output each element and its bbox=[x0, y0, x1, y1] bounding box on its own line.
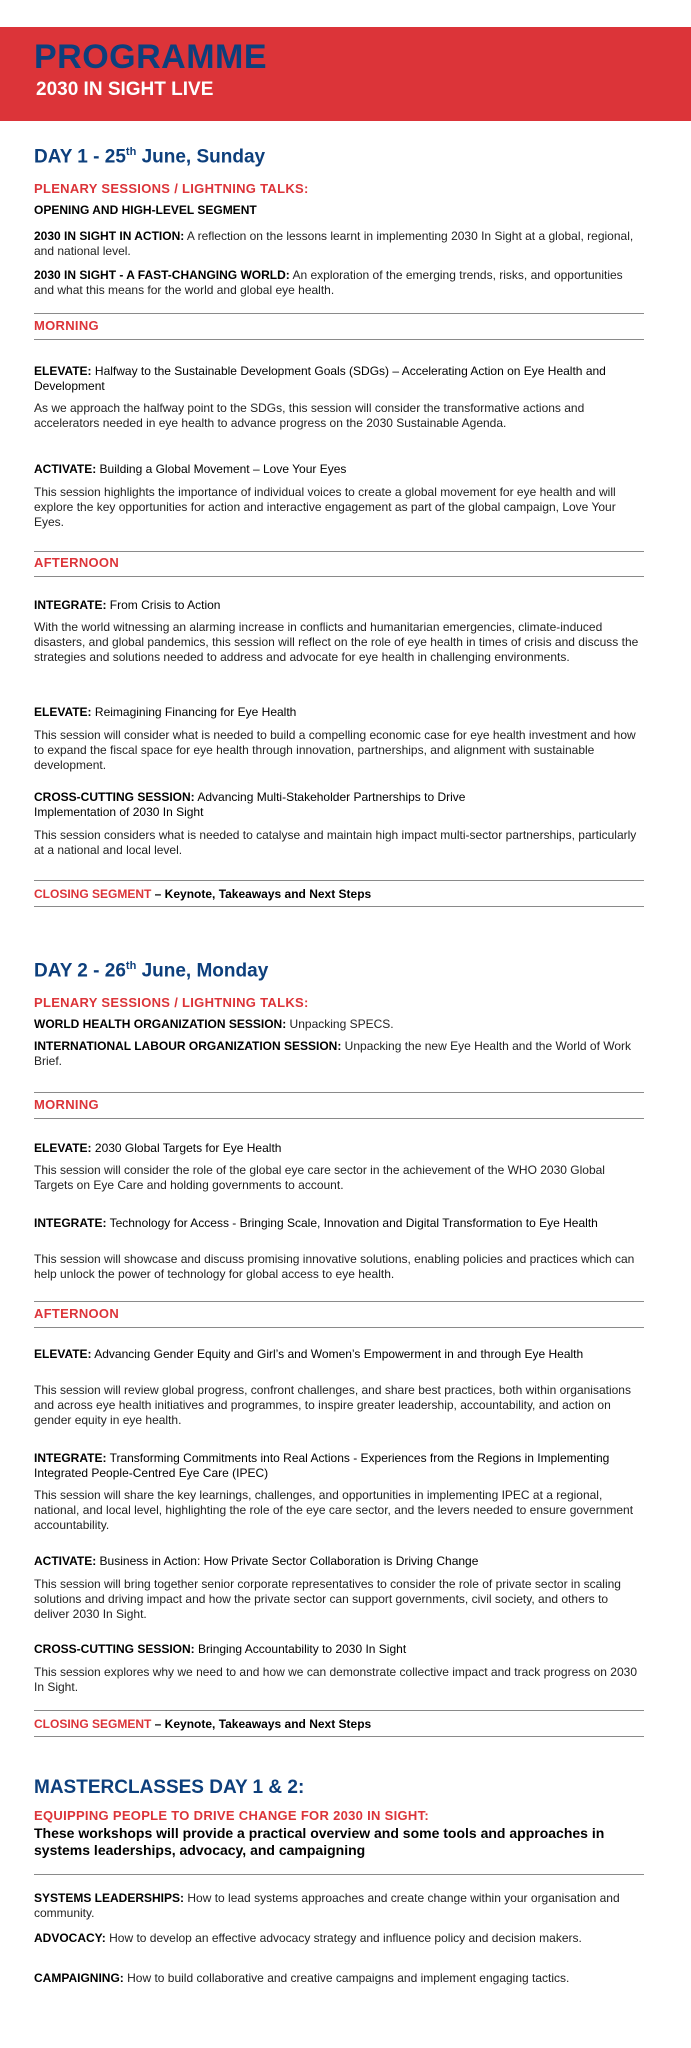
day2-session-desc: This session will bring together senior corporate representatives to consider the role of private sector in scaling solutions and driving impact and how the private sector can support governments, civil society, and others to deliver 2030 In Sight. bbox=[34, 1577, 621, 1621]
masterclass-item: CAMPAIGNING: How to build collaborative and creative campaigns and implement engaging tactics. bbox=[34, 1971, 570, 1985]
day1-session-desc: With the world witnessing an alarming increase in conflicts and humanitarian emergencies, climate-induced disasters, and global pandemics, this session will reflect on the role of eye health in times of crisis and discuss the strategies and solutions needed to address and advocate for eye health in challenging environments. bbox=[34, 620, 639, 664]
day1-session-title: CROSS-CUTTING SESSION: Advancing Multi-Stakeholder Partnerships to Drive Implementation of 2030 In Sight bbox=[34, 790, 466, 819]
day1-session-desc: This session considers what is needed to catalyse and maintain high impact multi-sector partnerships, particularly at a national and local level. bbox=[34, 828, 637, 857]
masterclasses-heading: MASTERCLASSES DAY 1 & 2: bbox=[34, 1777, 305, 1798]
divider bbox=[34, 1118, 644, 1119]
divider bbox=[34, 576, 644, 577]
divider bbox=[34, 1327, 644, 1328]
day1-morning-heading: MORNING bbox=[34, 318, 99, 333]
divider bbox=[34, 551, 644, 552]
day2-plenary-item: INTERNATIONAL LABOUR ORGANIZATION SESSION: Unpacking the new Eye Health and the World of Work Brief. bbox=[34, 1039, 632, 1068]
day1-opening-segment: OPENING AND HIGH-LEVEL SEGMENT bbox=[34, 203, 257, 217]
day1-session-title: ELEVATE: Halfway to the Sustainable Development Goals (SDGs) – Accelerating Action on Eye Health and Development bbox=[34, 364, 606, 393]
day1-plenary-heading: PLENARY SESSIONS / LIGHTNING TALKS: bbox=[34, 181, 309, 196]
day1-heading: DAY 1 - 25th June, Sunday bbox=[34, 146, 266, 168]
day2-afternoon-heading: AFTERNOON bbox=[34, 1306, 120, 1321]
divider bbox=[34, 880, 644, 881]
masterclass-item: SYSTEMS LEADERSHIPS: How to lead systems approaches and create change within your organisation and community. bbox=[34, 1891, 620, 1920]
day2-session-desc: This session will consider the role of the global eye care sector in the achievement of the WHO 2030 Global Targets on Eye Care and holding governments to account. bbox=[34, 1163, 605, 1192]
day2-session-title: INTEGRATE: Transforming Commitments into Real Actions - Experiences from the Regions in Implementing Integrated People-Centred Eye Care (IPEC) bbox=[34, 1451, 610, 1480]
page-title: PROGRAMME bbox=[34, 38, 268, 76]
day2-session-title: CROSS-CUTTING SESSION: Bringing Accountability to 2030 In Sight bbox=[34, 1642, 407, 1656]
divider bbox=[34, 313, 644, 314]
day1-session-desc: This session highlights the importance of individual voices to create a global movement for eye health and will explore the key opportunities for action and interactive engagement as part of the global campaign, Love Your Eyes. bbox=[34, 485, 616, 529]
day1-session-title: ELEVATE: Reimagining Financing for Eye Health bbox=[34, 705, 297, 719]
divider bbox=[34, 1092, 644, 1093]
day2-session-desc: This session will review global progress, confront challenges, and share best practices, both within organisations and across eye health initiatives and programmes, to inspire greater leadership, accountability, and action on gender equity in eye health. bbox=[34, 1383, 631, 1427]
day2-session-title: ACTIVATE: Business in Action: How Private Sector Collaboration is Driving Change bbox=[34, 1554, 479, 1568]
masterclass-item: ADVOCACY: How to develop an effective advocacy strategy and influence policy and decision makers. bbox=[34, 1931, 582, 1945]
header-banner bbox=[0, 27, 691, 121]
day2-session-desc: This session explores why we need to and how we can demonstrate collective impact and track progress on 2030 In Sight. bbox=[34, 1665, 637, 1694]
divider bbox=[34, 1301, 644, 1302]
day2-closing-segment: CLOSING SEGMENT – Keynote, Takeaways and Next Steps bbox=[34, 1717, 372, 1731]
day2-session-title: INTEGRATE: Technology for Access - Bringing Scale, Innovation and Digital Transformation to Eye Health bbox=[34, 1216, 598, 1230]
day2-session-desc: This session will showcase and discuss promising innovative solutions, enabling policies and practices which can help unlock the power of technology for global access to eye health. bbox=[34, 1252, 635, 1281]
day1-closing-segment: CLOSING SEGMENT – Keynote, Takeaways and Next Steps bbox=[34, 887, 372, 901]
day2-morning-heading: MORNING bbox=[34, 1097, 99, 1112]
masterclasses-intro: These workshops will provide a practical overview and some tools and approaches in systems leaderships, advocacy, and campaigning bbox=[34, 1825, 605, 1858]
day2-heading: DAY 2 - 26th June, Monday bbox=[34, 960, 269, 982]
day2-session-title: ELEVATE: Advancing Gender Equity and Girl’s and Women’s Empowerment in and through Eye Health bbox=[34, 1347, 584, 1361]
masterclasses-red-heading: EQUIPPING PEOPLE TO DRIVE CHANGE FOR 2030 IN SIGHT: bbox=[34, 1808, 430, 1823]
day2-session-desc: This session will share the key learnings, challenges, and opportunities in implementing IPEC at a regional, national, and local level, highlighting the role of the eye care sector, and the levers needed to ensure government accountability. bbox=[34, 1488, 634, 1532]
page-subtitle: 2030 IN SIGHT LIVE bbox=[36, 79, 214, 100]
day1-session-desc: As we approach the halfway point to the SDGs, this session will consider the transformative actions and accelerators needed in eye health to advance progress on the 2030 Sustainable Agenda. bbox=[34, 401, 585, 430]
day2-plenary-heading: PLENARY SESSIONS / LIGHTNING TALKS: bbox=[34, 995, 309, 1010]
divider bbox=[34, 1710, 644, 1711]
day1-session-desc: This session will consider what is needed to build a compelling economic case for eye health investment and how to expand the fiscal space for eye health through innovation, partnerships, and alignment with sustainable development. bbox=[34, 728, 636, 772]
day1-session-title: ACTIVATE: Building a Global Movement – Love Your Eyes bbox=[34, 462, 347, 476]
day1-afternoon-heading: AFTERNOON bbox=[34, 555, 120, 570]
divider bbox=[34, 1874, 644, 1875]
day1-session-title: INTEGRATE: From Crisis to Action bbox=[34, 598, 221, 612]
divider bbox=[34, 906, 644, 907]
day2-session-title: ELEVATE: 2030 Global Targets for Eye Health bbox=[34, 1141, 282, 1155]
day1-plenary-item: 2030 IN SIGHT IN ACTION: A reflection on the lessons learnt in implementing 2030 In Sight at a global, regional, and national level. bbox=[34, 229, 634, 258]
day1-plenary-item: 2030 IN SIGHT - A FAST-CHANGING WORLD: An exploration of the emerging trends, risks, and opportunities and what this means for the world and global eye health. bbox=[34, 268, 623, 297]
divider bbox=[34, 339, 644, 340]
day2-plenary-item: WORLD HEALTH ORGANIZATION SESSION: Unpacking SPECS. bbox=[34, 1017, 394, 1031]
divider bbox=[34, 1736, 644, 1737]
